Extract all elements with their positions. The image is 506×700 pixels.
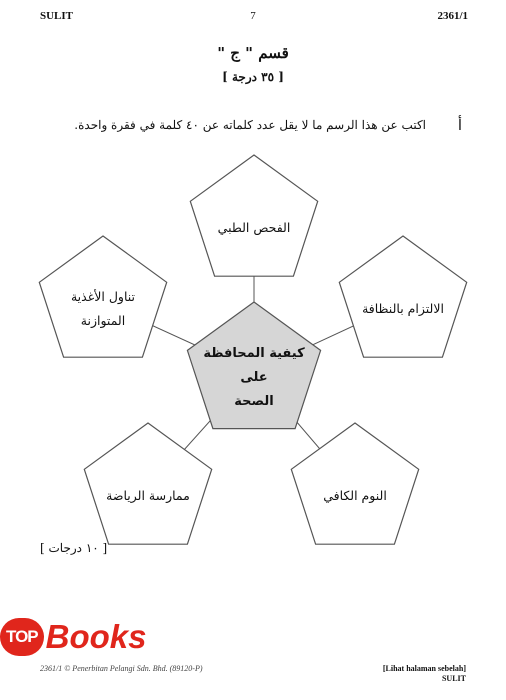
label-medical-checkup-line-1: الفحص الطبي (217, 220, 291, 235)
footer-copyright: 2361/1 © Penerbitan Pelangi Sdn. Bhd. (89120-P) (40, 664, 203, 673)
section-title: قسم " ج " (217, 44, 289, 62)
question-marks: [ ١٠ درجات ] (40, 541, 108, 555)
label-exercise-line-1: ممارسة الرياضة (106, 488, 190, 503)
paper-code: 2361/1 (437, 10, 468, 22)
topbooks-logo (0, 618, 147, 656)
footer-next-page (383, 664, 466, 684)
topbooks-logo-top: TOP (0, 618, 44, 656)
page-number: 7 (250, 10, 256, 22)
label-balanced-diet-line-2: المتوازنة (80, 313, 126, 328)
label-enough-sleep-line-1: النوم الكافي (323, 488, 387, 503)
label-cleanliness-line-1: الالتزام بالنظافة (362, 301, 444, 316)
label-balanced-diet (51, 285, 155, 333)
header-sulit: SULIT (40, 10, 74, 22)
label-medical-checkup (202, 216, 306, 240)
center-topic-line-1: كيفية المحافظة على (203, 346, 305, 385)
label-cleanliness (351, 297, 455, 321)
center-topic-label (202, 342, 306, 414)
footer-sulit: SULIT (441, 674, 466, 683)
question-text: اكتب عن هذا الرسم ما لا يقل عدد كلماته عن ٤٠ كلمة في فقرة واحدة. (74, 118, 426, 132)
section-marks: [ ٣٥ درجة ] (222, 70, 284, 84)
question-letter: أ (457, 116, 462, 134)
footer-next-page-line: [Lihat halaman sebelah] (382, 664, 466, 673)
label-enough-sleep (303, 484, 407, 508)
center-topic-line-2: الصحة (234, 394, 274, 409)
label-balanced-diet-line-1: تناول الأغذية (70, 289, 136, 304)
topbooks-logo-books: Books (45, 618, 147, 655)
label-exercise (96, 484, 200, 508)
